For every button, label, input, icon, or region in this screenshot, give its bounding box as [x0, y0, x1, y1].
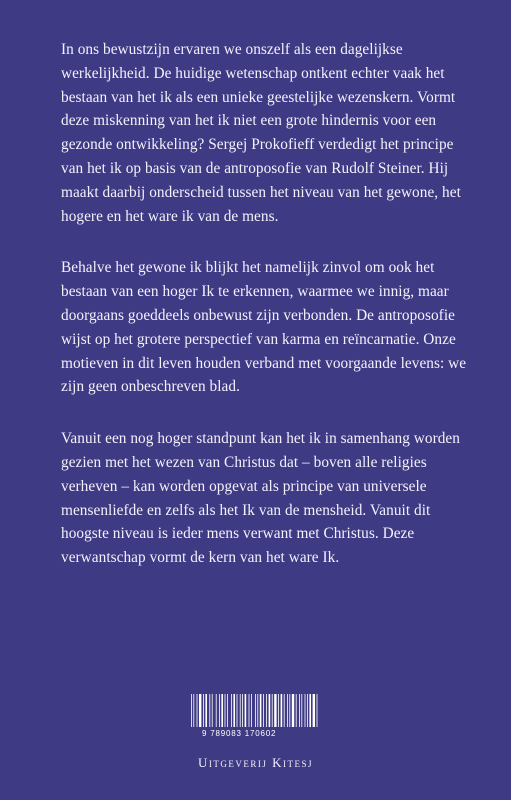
blurb-paragraph-3: Vanuit een nog hoger standpunt kan het ik in samenhang worden gezien met het wezen van Christus dat – boven alle religies verheven – kan worden opgevat als principe van universele mensenliefde en zelfs als het Ik van de mensheid. Vanuit dit hoogste niveau is ieder mens verwant met Christus. Deze verwantschap vormt de kern van het ware Ik.: [61, 430, 460, 567]
isbn-barcode: [188, 694, 322, 740]
publisher-name: Uitgeverij Kitesj: [197, 755, 314, 770]
blurb-paragraph-1: In ons bewustzijn ervaren we onszelf als een dagelijkse werkelijkheid. De huidige wetenschap ontkent echter vaak het bestaan van het ik als een unieke geestelijke wezenskern. Vormt deze miskenning van het ik niet een grote hindernis voor een gezonde ontwikkeling? Sergej Prokofieff verdedigt het principe van het ik op basis van de antroposofie van Rudolf Steiner. Hij maakt daarbij onderscheid tussen het niveau van het gewone, het hogere en het ware ik van de mens.: [61, 41, 461, 225]
isbn-number: 9 789083 170602: [202, 729, 277, 738]
blurb-paragraph-2: Behalve het gewone ik blijkt het namelijk zinvol om ook het bestaan van een hoger Ik te erkennen, waarmee we innig, maar doorgaans goeddeels onbewust zijn verbonden. De antroposofie wijst op het grotere perspectief van karma en reïncarnatie. Onze motieven in dit leven houden verband met voorgaande levens: we zijn geen onbeschreven blad.: [61, 259, 467, 396]
blurb-text: [61, 38, 475, 598]
